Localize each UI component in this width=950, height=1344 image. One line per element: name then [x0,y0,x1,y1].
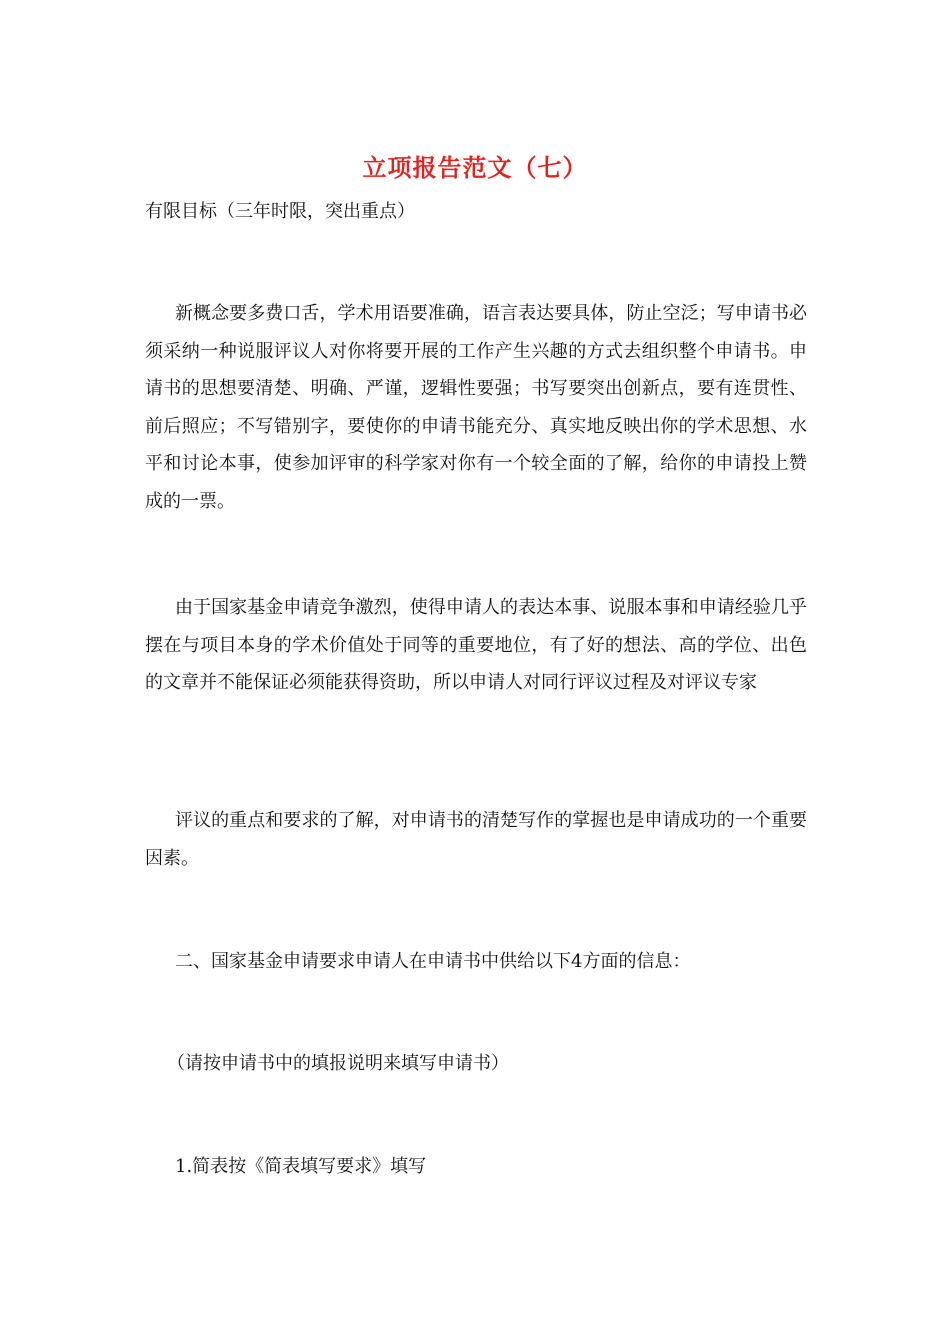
section-heading: 二、国家基金申请要求申请人在申请书中供给以下4方面的信息： [175,951,691,972]
paragraph-1: 新概念要多费口舌，学术用语要准确，语言表达要具体，防止空泛；写申请书必须采纳一种说服评议人对你将要开展的工作产生兴趣的方式去组织整个申请书。申请书的思想要清楚、明确、严谨，逻辑性要强；书写要突出创新点，要有连贯性、前后照应；不写错别字，要使你的申请书能充分、真实地反映出你的学术思想、水平和讨论本事，使参加评审的科学家对你有一个较全面的了解，给你的申请投上赞成的一票。 [145,303,807,512]
list-item-1: 1.简表按《简表填写要求》填写 [175,1156,427,1177]
paragraph-3: 评议的重点和要求的了解，对申请书的清楚写作的掌握也是申请成功的一个重要因素。 [145,810,807,869]
instruction-note: （请按申请书中的填报说明来填写申请书） [167,1053,509,1074]
document-title: 立项报告范文（七） [362,153,588,182]
paragraph-2: 由于国家基金申请竞争激烈，使得申请人的表达本事、说服本事和申请经验几乎摆在与项目本身的学术价值处于同等的重要地位，有了好的想法、高的学位、出色的文章并不能保证必须能获得资助，所以申请人对同行评议过程及对评议专家 [145,597,807,693]
document-subtitle: 有限目标（三年时限，突出重点） [145,201,415,222]
